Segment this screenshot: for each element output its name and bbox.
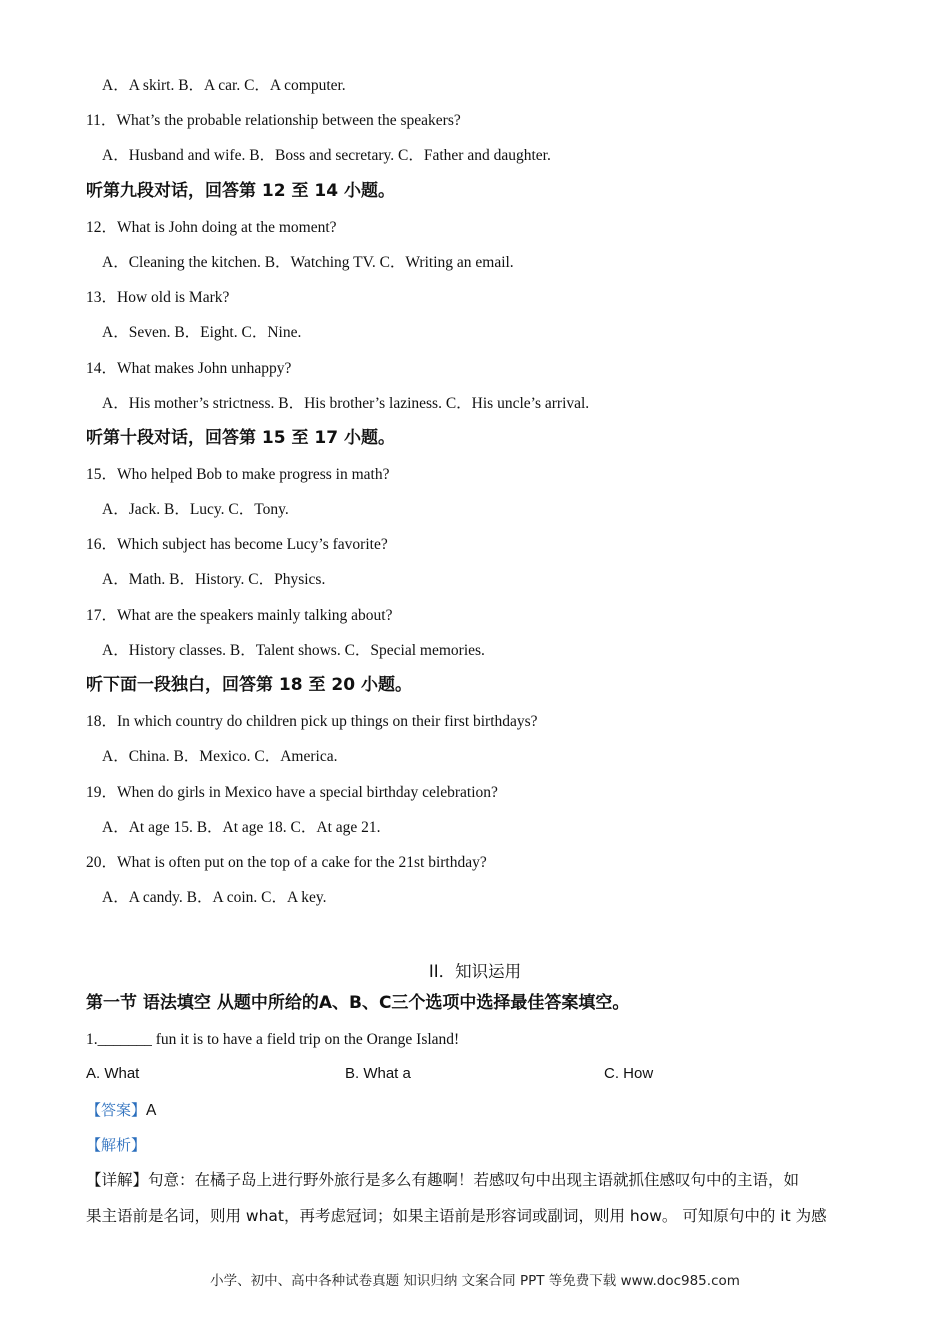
monologue-instruction: 听下面一段独白，回答第 18 至 20 小题。 xyxy=(86,675,412,695)
question-18: 18．In which country do children pick up things on their first birthdays? xyxy=(86,713,538,730)
detail-line-1 xyxy=(86,1170,799,1190)
q13-options: A．Seven. B．Eight. C．Nine. xyxy=(102,324,302,341)
section-title: II．知识运用 xyxy=(428,962,522,981)
question-14: 14．What makes John unhappy? xyxy=(86,360,292,377)
dialogue9-instruction: 听第九段对话，回答第 12 至 14 小题。 xyxy=(86,181,395,201)
analysis-line xyxy=(86,1135,146,1156)
grammar-question-1: 1._______ fun it is to have a field trip on the Orange Island! xyxy=(86,1031,460,1048)
answer-line xyxy=(86,1100,156,1121)
question-16: 16．Which subject has become Lucy’s favorite? xyxy=(86,536,388,553)
question-17: 17．What are the speakers mainly talking about? xyxy=(86,607,393,624)
q14-options: A．His mother’s strictness. B．His brother’s laziness. C．His uncle’s arrival. xyxy=(102,395,590,412)
question-12: 12．What is John doing at the moment? xyxy=(86,219,337,236)
q19-options: A．At age 15. B．At age 18. C．At age 21. xyxy=(102,819,381,836)
question-11: 11．What’s the probable relationship between the speakers? xyxy=(86,112,461,129)
q16-options: A．Math. B．History. C．Physics. xyxy=(102,571,326,588)
q18-options: A．China. B．Mexico. C．America. xyxy=(102,748,338,765)
question-20: 20．What is often put on the top of a cake for the 21st birthday? xyxy=(86,854,487,871)
q17-options: A．History classes. B．Talent shows. C．Special memories. xyxy=(102,642,485,659)
q11-options: A．Husband and wife. B．Boss and secretary. C．Father and daughter. xyxy=(102,147,551,164)
option-b: B. What a xyxy=(345,1065,411,1082)
detail-text-1: 句意：在橘子岛上进行野外旅行是多么有趣啊！若感叹句中出现主语就抓住感叹句中的主语，如 xyxy=(148,1171,800,1189)
answer-value: A xyxy=(146,1102,157,1119)
option-a: A. What xyxy=(86,1065,140,1082)
q20-options: A．A candy. B．A coin. C．A key. xyxy=(102,889,327,906)
detail-tag: 【详解】 xyxy=(86,1171,149,1189)
question-13: 13．How old is Mark? xyxy=(86,289,230,306)
question-15: 15．Who helped Bob to make progress in math? xyxy=(86,466,390,483)
option-c: C. How xyxy=(604,1065,654,1082)
q15-options: A．Jack. B．Lucy. C．Tony. xyxy=(102,501,289,518)
analysis-tag: 【解析】 xyxy=(86,1136,147,1154)
subsection-heading: 第一节 语法填空 从题中所给的A、B、C三个选项中选择最佳答案填空。 xyxy=(86,993,630,1013)
detail-line-2: 果主语前是名词，则用 what，再考虑冠词；如果主语前是形容词或副词，则用 how。 可知原句中的 it 为感 xyxy=(86,1207,827,1225)
q12-options: A．Cleaning the kitchen. B．Watching TV. C．Writing an email. xyxy=(102,254,514,271)
dialogue10-instruction: 听第十段对话，回答第 15 至 17 小题。 xyxy=(86,428,395,448)
page-footer: 小学、初中、高中各种试卷真题 知识归纳 文案合同 PPT 等免费下载 www.doc985.com xyxy=(210,1273,740,1289)
q10-options: A．A skirt. B．A car. C．A computer. xyxy=(102,77,346,94)
question-19: 19．When do girls in Mexico have a special birthday celebration? xyxy=(86,784,498,801)
answer-tag: 【答案】 xyxy=(86,1101,147,1119)
